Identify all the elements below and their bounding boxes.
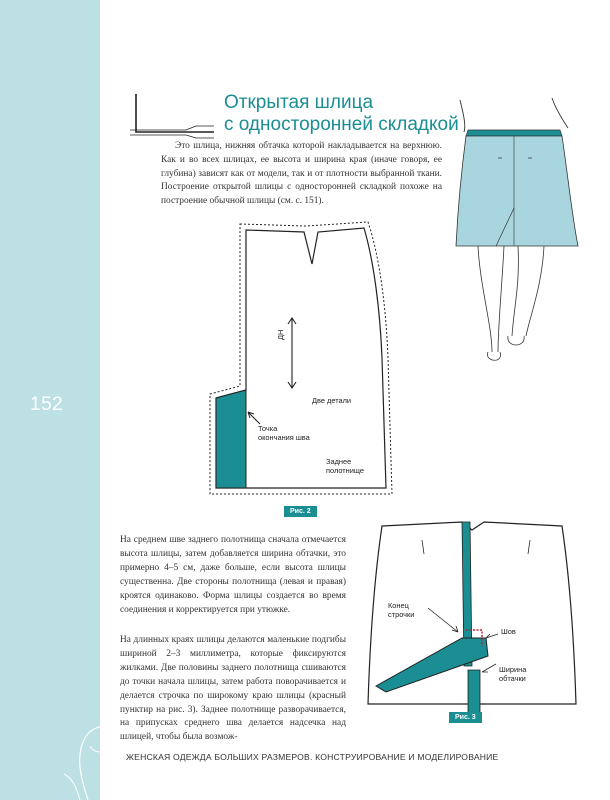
facing-width-label-line1: Ширина xyxy=(499,665,527,674)
figure-3-caption: Рис. 3 xyxy=(449,712,482,723)
vent-extension xyxy=(216,390,246,488)
page-title-line2: с односторонней складкой xyxy=(224,114,459,135)
vent-facing xyxy=(468,670,480,716)
back-panel-label xyxy=(326,457,364,475)
page-title-line1: Открытая шлица xyxy=(224,92,374,113)
two-pieces-label: Две детали xyxy=(312,396,352,405)
back-panel-label-line2: полотнище xyxy=(326,466,364,475)
woman-skirt-illustration xyxy=(448,96,598,366)
end-point-label-line1: Точка xyxy=(258,424,278,433)
grain-label: ДН xyxy=(276,329,285,340)
page-title xyxy=(224,92,459,136)
stitch-end-label xyxy=(388,601,414,619)
end-point-label xyxy=(258,424,310,442)
facing-width-label-line2: обтачки xyxy=(499,674,526,683)
figure-2-pattern xyxy=(200,218,415,508)
stitch-end-label-line2: строчки xyxy=(388,610,415,619)
paragraph-1: На среднем шве заднего полотнища сначала отмечается высота шлицы, затем добавляется ширина обтачки, это примерно 4–5 см, даже больше, если высота шлицы существенна. Две стороны полотнища (левая и правая) кроятся одинаково. Форма шлицы создается во время соединения и корректируется при утюжке. xyxy=(120,535,346,615)
intro-paragraph xyxy=(161,140,442,209)
page-number: 152 xyxy=(30,394,64,415)
seam-label: Шов xyxy=(501,627,516,636)
facing-width-label xyxy=(499,665,526,683)
intro-text: Это шлица, нижняя обтачка которой накладывается на верхнюю. Как и во всех шлицах, ее высота и ширина края (иначе говоря, ее глубина) зависят как от модели, так и от плотности выбранной ткани. Построение открытой шлицы с односторонней складкой похоже на построение обычной шлицы (см. с. 151). xyxy=(161,141,442,207)
paragraph-2: На длинных краях шлицы делаются маленькие подгибы шириной 2–3 миллиметра, которые фиксируются жилками. Две половины заднего полотнища сшиваются до точки начала шлицы, затем работа поворачивается и делается строчка по широкому краю шлицы (красный пунктир на рис. 3). Заднее полотнище разворачивается, на припусках среднего шва делается надсечка над шлицей, чтобы была возмож- xyxy=(120,635,346,743)
page-footer: ЖЕНСКАЯ ОДЕЖДА БОЛЬШИХ РАЗМЕРОВ. КОНСТРУИРОВАНИЕ И МОДЕЛИРОВАНИЕ xyxy=(126,752,499,762)
end-point-label-line2: окончания шва xyxy=(258,433,310,442)
corner-mark-illustration xyxy=(126,92,216,142)
stitch-end-label-line1: Конец xyxy=(388,601,409,610)
back-panel-label-line1: Заднее xyxy=(326,457,352,466)
figure-2-caption: Рис. 2 xyxy=(284,506,317,517)
